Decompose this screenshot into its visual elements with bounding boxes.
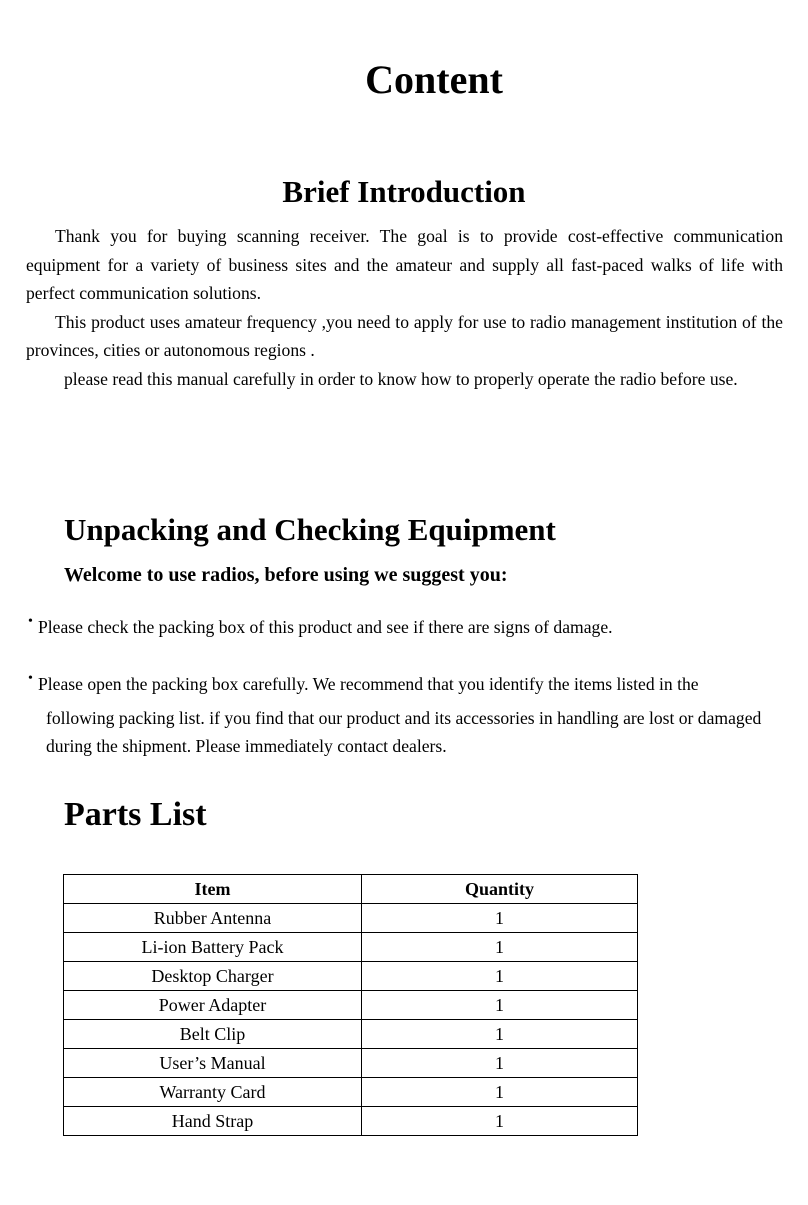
table-row [64,962,638,991]
intro-body [26,222,783,393]
item-cell: Warranty Card [64,1078,362,1107]
column-header-quantity: Quantity [362,875,638,904]
bullet-text-2-continuation: following packing list. if you find that our product and its accessories in handling are lost or damaged during the shipment. Please immediately contact dealers. [46,707,762,756]
bullet-item-2 [28,670,768,761]
unpacking-heading: Unpacking and Checking Equipment [64,512,556,547]
intro-paragraph-3: please read this manual carefully in order to know how to properly operate the radio before use. [64,368,738,389]
item-cell: Desktop Charger [64,962,362,991]
item-cell: Hand Strap [64,1107,362,1136]
quantity-cell: 1 [362,1049,638,1078]
quantity-cell: 1 [362,933,638,962]
table-row [64,991,638,1020]
parts-table [63,874,638,1136]
item-cell: Li-ion Battery Pack [64,933,362,962]
bullet-text-1: Please check the packing box of this product and see if there are signs of damage. [38,617,613,637]
table-row [64,904,638,933]
quantity-cell: 1 [362,1107,638,1136]
quantity-cell: 1 [362,991,638,1020]
column-header-item: Item [64,875,362,904]
table-row [64,1049,638,1078]
table-row [64,1107,638,1136]
quantity-cell: 1 [362,962,638,991]
item-cell: Rubber Antenna [64,904,362,933]
bullet-item-1 [28,613,788,642]
item-cell: Power Adapter [64,991,362,1020]
table-row [64,933,638,962]
unpacking-subheading: Welcome to use radios, before using we suggest you: [64,564,508,586]
item-cell: Belt Clip [64,1020,362,1049]
table-row [64,1020,638,1049]
table-row [64,1078,638,1107]
bullet-text-2: Please open the packing box carefully. We recommend that you identify the items listed in the [38,674,699,694]
page-title: Content [365,57,503,102]
intro-heading: Brief Introduction [282,174,526,209]
quantity-cell: 1 [362,1020,638,1049]
table-header-row [64,875,638,904]
quantity-cell: 1 [362,1078,638,1107]
bullet-icon: • [28,671,33,686]
item-cell: User’s Manual [64,1049,362,1078]
quantity-cell: 1 [362,904,638,933]
bullet-icon: • [28,614,33,629]
parts-list-heading: Parts List [64,796,207,833]
intro-paragraph-2: This product uses amateur frequency ,you need to apply for use to radio management institution of the provinces, cities or autonomous regions . [26,311,783,360]
intro-paragraph-1: Thank you for buying scanning receiver. The goal is to provide cost-effective communication equipment for a variety of business sites and the amateur and supply all fast-paced walks of life with perfect communication solutions. [26,226,783,303]
